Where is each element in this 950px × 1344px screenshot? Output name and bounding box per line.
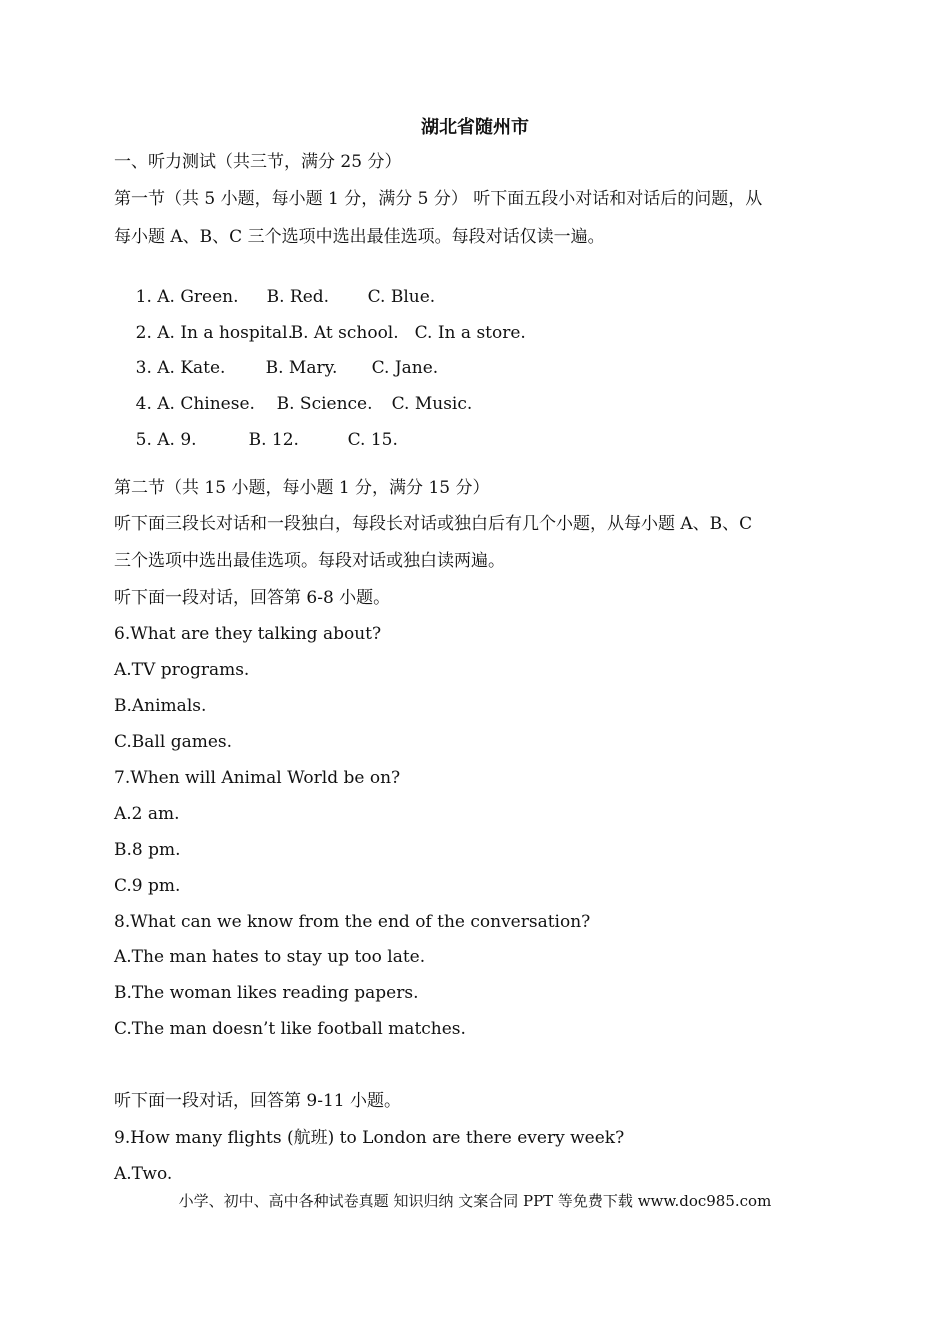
- option-b: B. 12.: [248, 430, 299, 450]
- option-line: B.The woman likes reading papers.: [114, 983, 419, 1003]
- question-5: [114, 404, 398, 476]
- option-c: C. In a store.: [414, 323, 526, 343]
- option-line: C.The man doesn’t like football matches.: [114, 1019, 466, 1039]
- option-a: 2. A. In a hospital.: [135, 323, 293, 343]
- option-line: A.TV programs.: [114, 660, 250, 680]
- option-c: C. Music.: [391, 394, 473, 414]
- question-9: 9.How many flights (航班) to London are there every week?: [114, 1128, 625, 1148]
- option-c: C. Blue.: [367, 287, 436, 307]
- option-line: B.Animals.: [114, 696, 207, 716]
- page-title: 湖北省随州市: [421, 117, 529, 138]
- page-footer: 小学、初中、高中各种试卷真题 知识归纳 文案合同 PPT 等免费下载 www.doc985.com: [178, 1192, 772, 1210]
- question-8: 8.What can we know from the end of the conversation?: [114, 912, 591, 932]
- option-line: B.8 pm.: [114, 840, 181, 860]
- instruction-line: 听下面三段长对话和一段独白，每段长对话或独白后有几个小题，从每小题 A、B、C: [114, 514, 753, 534]
- option-b: B. Science.: [276, 394, 373, 414]
- section-heading: 一、听力测试（共三节，满分 25 分）: [114, 152, 402, 172]
- option-b: B. Mary.: [265, 358, 338, 378]
- instruction-line: 第一节（共 5 小题，每小题 1 分，满分 5 分） 听下面五段小对话和对话后的问题，从: [114, 189, 763, 209]
- option-line: C.9 pm.: [114, 876, 181, 896]
- instruction-line: 三个选项中选出最佳选项。每段对话或独白读两遍。: [114, 551, 505, 571]
- dialogue-instruction: 听下面一段对话，回答第 9-11 小题。: [114, 1091, 401, 1111]
- option-b: B. At school.: [290, 323, 399, 343]
- question-7: 7.When will Animal World be on?: [114, 768, 401, 788]
- option-line: A.2 am.: [114, 804, 180, 824]
- option-c: C. Jane.: [371, 358, 439, 378]
- option-line: A.Two.: [114, 1164, 173, 1184]
- option-a: 5. A. 9.: [135, 430, 197, 450]
- question-6: 6.What are they talking about?: [114, 624, 382, 644]
- option-b: B. Red.: [266, 287, 330, 307]
- dialogue-instruction: 听下面一段对话，回答第 6-8 小题。: [114, 588, 391, 608]
- section-heading: 第二节（共 15 小题，每小题 1 分，满分 15 分）: [114, 478, 490, 498]
- option-c: C. 15.: [347, 430, 398, 450]
- option-a: 3. A. Kate.: [135, 358, 226, 378]
- option-line: A.The man hates to stay up too late.: [114, 947, 426, 967]
- option-a: 4. A. Chinese.: [135, 394, 255, 414]
- instruction-line: 每小题 A、B、C 三个选项中选出最佳选项。每段对话仅读一遍。: [114, 227, 605, 247]
- option-a: 1. A. Green.: [135, 287, 239, 307]
- option-line: C.Ball games.: [114, 732, 233, 752]
